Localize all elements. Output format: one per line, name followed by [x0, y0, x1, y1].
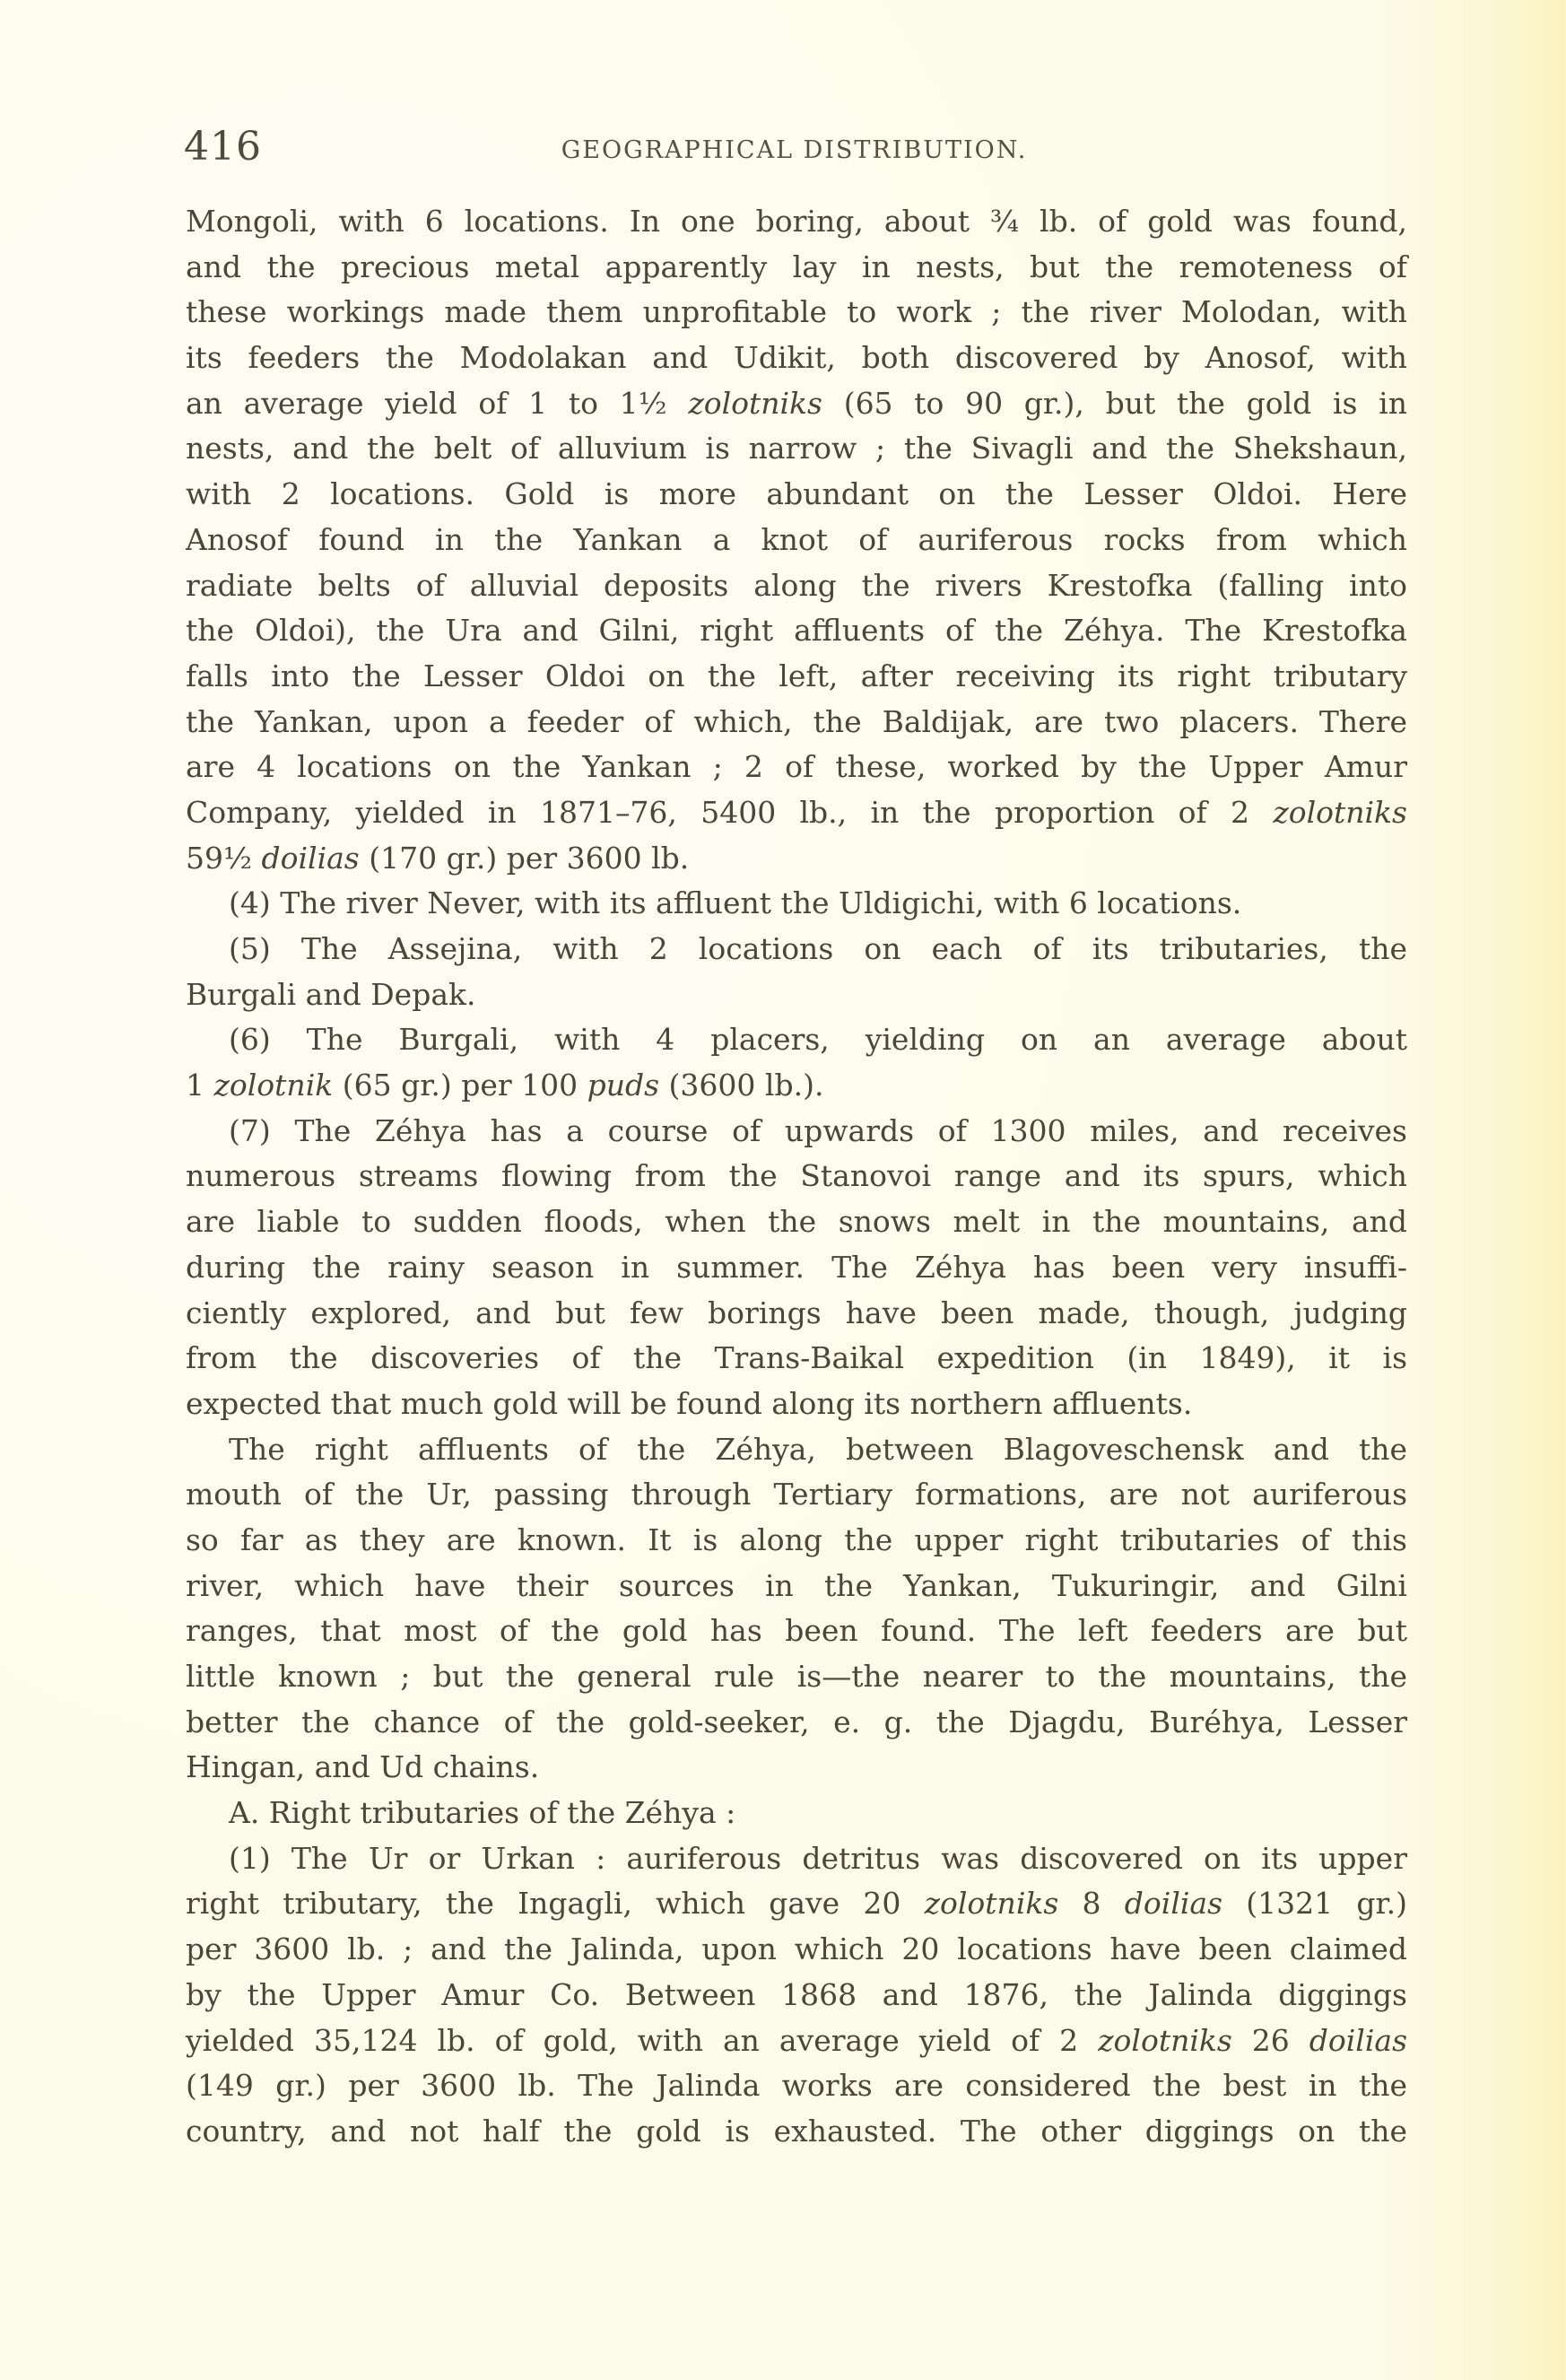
text-line: (1) The Ur or Urkan : auriferous detritus was discovered on its upper — [229, 1840, 1407, 1876]
text-line: Burgali and Depak. — [186, 976, 476, 1012]
text-line: falls into the Lesser Oldoi on the left, after receiving its right tributary — [186, 658, 1407, 693]
text-line: expected that much gold will be found along its northern affluents. — [186, 1385, 1193, 1421]
running-head: GEOGRAPHICAL DISTRIBUTION. — [561, 136, 1028, 164]
body-text — [186, 199, 1407, 2155]
text-line: right tributary, the Ingagli, which gave 20 zolotniks 8 doilias (1321 gr.) — [186, 1886, 1408, 1922]
text-line: Anosof found in the Yankan a knot of auriferous rocks from which — [186, 521, 1407, 557]
text-line: from the discoveries of the Trans-Baikal expedition (in 1849), it is — [186, 1340, 1407, 1376]
text-line: its feeders the Modolakan and Udikit, both discovered by Anosof, with — [186, 340, 1407, 376]
text-line: ranges, that most of the gold has been found. The left feeders are but — [186, 1613, 1407, 1649]
text-line: with 2 locations. Gold is more abundant on the Lesser Oldoi. Here — [186, 476, 1407, 512]
text-line: better the chance of the gold-seeker, e. g. the Djagdu, Buréhya, Lesser — [186, 1704, 1407, 1739]
text-line: (5) The Assejina, with 2 locations on each of its tributaries, the — [229, 931, 1407, 966]
text-line: (149 gr.) per 3600 lb. The Jalinda works are considered the best in the — [186, 2068, 1407, 2104]
text-line: are 4 locations on the Yankan ; 2 of these, worked by the Upper Amur — [186, 749, 1407, 785]
text-line: 1 zolotnik (65 gr.) per 100 puds (3600 lb.). — [186, 1068, 824, 1103]
text-line: country, and not half the gold is exhausted. The other diggings on the — [186, 2113, 1407, 2149]
text-line: radiate belts of alluvial deposits along the rivers Krestofka (falling into — [186, 567, 1407, 603]
text-line: these workings made them unprofitable to work ; the river Molodan, with — [186, 294, 1407, 330]
text-line: the Oldoi), the Ura and Gilni, right affluents of the Zéhya. The Krestofka — [186, 613, 1407, 649]
text-line: 59½ doilias (170 gr.) per 3600 lb. — [186, 840, 690, 876]
text-line: (6) The Burgali, with 4 placers, yielding on an average about — [229, 1022, 1407, 1058]
text-line: are liable to sudden floods, when the snows melt in the mountains, and — [186, 1204, 1407, 1240]
text-line: nests, and the belt of alluvium is narrow ; the Sivagli and the Shekshaun, — [186, 431, 1407, 466]
text-line: The right affluents of the Zéhya, between Blagoveschensk and the — [229, 1431, 1407, 1467]
text-line: (7) The Zéhya has a course of upwards of 1300 miles, and receives — [229, 1112, 1407, 1148]
text-line: river, which have their sources in the Yankan, Tukuringir, and Gilni — [186, 1567, 1407, 1603]
text-line: by the Upper Amur Co. Between 1868 and 1876, the Jalinda diggings — [186, 1976, 1407, 2012]
text-line: (4) The river Never, with its affluent the Uldigichi, with 6 locations. — [229, 885, 1242, 921]
page-number: 416 — [184, 124, 262, 170]
text-line: an average yield of 1 to 1½ zolotniks (65 to 90 gr.), but the gold is in — [186, 385, 1407, 421]
text-line: yielded 35,124 lb. of gold, with an average yield of 2 zolotniks 26 doilias — [186, 2022, 1407, 2058]
text-line: so far as they are known. It is along the upper right tributaries of this — [186, 1521, 1407, 1557]
text-line: during the rainy season in summer. The Zéhya has been very insuffi- — [186, 1249, 1407, 1285]
text-line: per 3600 lb. ; and the Jalinda, upon which 20 locations have been claimed — [186, 1931, 1407, 1967]
text-line: little known ; but the general rule is—the nearer to the mountains, the — [186, 1659, 1407, 1694]
text-line: ciently explored, and but few borings have been made, though, judging — [186, 1295, 1407, 1330]
text-line: mouth of the Ur, passing through Tertiary formations, are not auriferous — [186, 1477, 1407, 1513]
text-line: Mongoli, with 6 locations. In one boring, about ¾ lb. of gold was found, — [186, 204, 1407, 239]
text-line: numerous streams flowing from the Stanovoi range and its spurs, which — [186, 1158, 1407, 1194]
text-line: Company, yielded in 1871–76, 5400 lb., in the proportion of 2 zolotniks — [186, 794, 1407, 830]
text-line: the Yankan, upon a feeder of which, the Baldijak, are two placers. There — [186, 703, 1407, 739]
text-line: Hingan, and Ud chains. — [186, 1749, 540, 1785]
text-line: and the precious metal apparently lay in nests, but the remoteness of — [186, 248, 1407, 284]
text-line: A. Right tributaries of the Zéhya : — [229, 1795, 736, 1831]
